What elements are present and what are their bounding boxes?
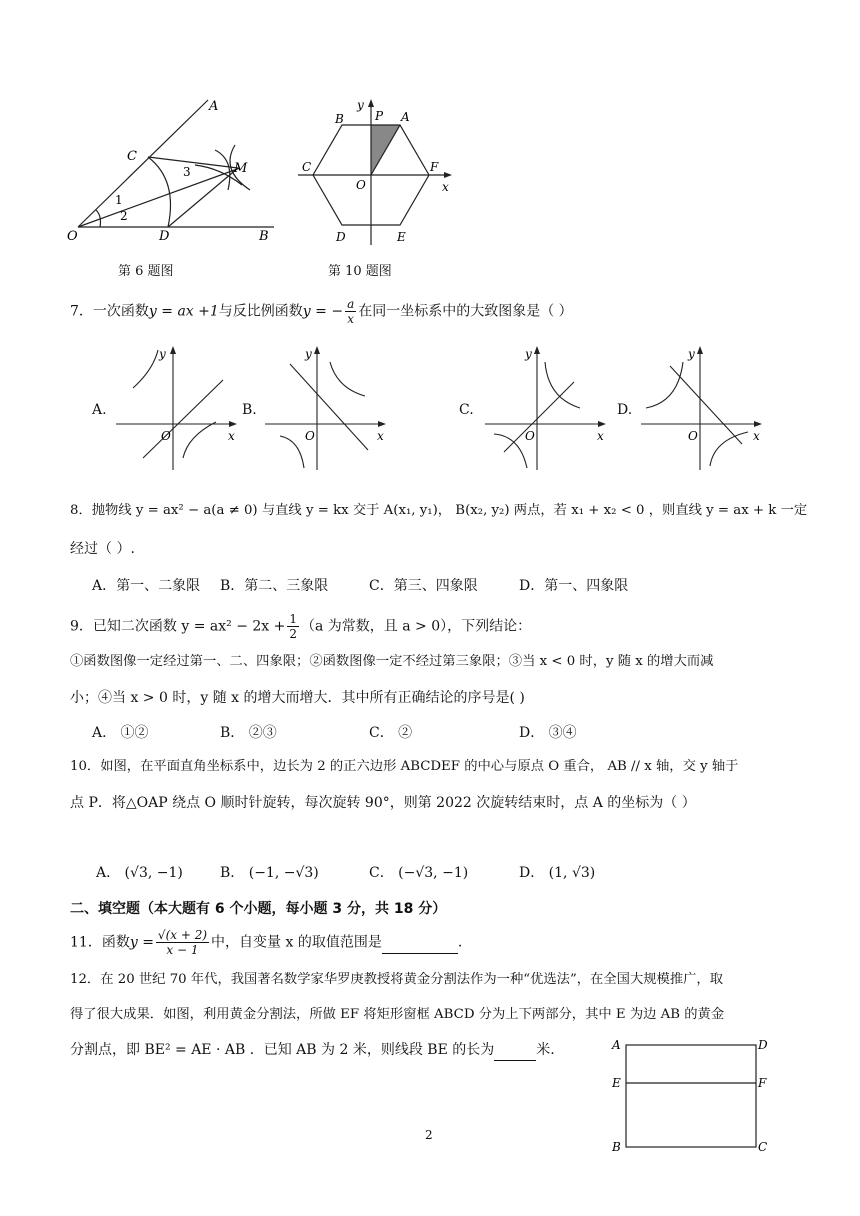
q7-frac-num: a	[347, 297, 355, 311]
q7c-axis-y: y	[525, 347, 532, 361]
question-8-line-2: 经过（ ）.	[70, 541, 135, 557]
fig6-angle-2: 2	[120, 209, 128, 223]
q9-pre: 9．已知二次函数 y = ax² − 2x +	[70, 618, 286, 635]
q9-fraction	[287, 612, 299, 641]
question-10-line-1: 10．如图，在平面直角坐标系中，边长为 2 的正六边形 ABCDEF 的中心与原点 O 重合， AB // x 轴，交 y 轴于	[70, 759, 739, 774]
q8-option-d[interactable]: D．第一、四象限	[519, 578, 629, 594]
q7-graph-a	[113, 340, 243, 475]
fig6-angle-3: 3	[183, 165, 191, 179]
fig6-label-M: M	[234, 161, 248, 176]
question-11	[70, 928, 800, 957]
fig10-label-B: B	[335, 112, 344, 126]
fig6-label-D: D	[159, 229, 170, 244]
q12-label-E: E	[612, 1076, 621, 1090]
q11-frac-den: x − 1	[166, 943, 199, 957]
fig6-label-A: A	[209, 99, 219, 114]
q7a-axis-x: x	[228, 429, 235, 443]
q11-frac-num: √(x + 2)	[157, 928, 208, 942]
q7b-axis-y: y	[305, 347, 312, 361]
fig10-label-D: D	[336, 230, 346, 244]
q10-option-c[interactable]: C． (−√3, −1)	[369, 865, 469, 881]
question-12-line-3	[70, 1040, 590, 1061]
fig10-label-E: E	[397, 230, 406, 244]
fig6-label-B: B	[259, 229, 269, 244]
q7-option-d-label[interactable]: D.	[617, 402, 633, 418]
q7-function-2-lhs: y = −	[302, 303, 344, 320]
q7d-origin: O	[688, 429, 698, 443]
q7a-origin: O	[161, 429, 171, 443]
fig10-caption: 第 10 题图	[328, 264, 392, 279]
q12-figure-window	[608, 1034, 778, 1159]
question-12-line-1: 12．在 20 世纪 70 年代，我国著名数学家华罗庚教授将黄金分割法作为一种“优选法”，在全国大规模推广，取	[70, 972, 724, 987]
fig10-label-A: A	[401, 110, 410, 124]
q7c-origin: O	[525, 429, 535, 443]
question-10-line-2: 点 P．将△OAP 绕点 O 顺时针旋转，每次旋转 90°，则第 2022 次旋转结束时，点 A 的坐标为（ ）	[70, 795, 696, 811]
q7-fraction	[345, 297, 356, 326]
fig10-label-P: P	[375, 109, 384, 123]
q12-label-B: B	[612, 1140, 621, 1154]
q7b-origin: O	[305, 429, 315, 443]
q7-frac-den: x	[347, 312, 355, 326]
figure-10	[290, 95, 465, 250]
fig10-label-y: y	[357, 98, 364, 112]
figure-6	[60, 90, 290, 250]
q7-option-b-label[interactable]: B.	[242, 402, 257, 418]
q9-frac-den: 2	[289, 627, 298, 641]
q12-label-F: F	[758, 1076, 767, 1090]
q7b-axis-x: x	[377, 429, 384, 443]
q7d-axis-y: y	[688, 347, 695, 361]
q12-line3-text: 分割点，即 BE² = AE · AB ．已知 AB 为 2 米，则线段 BE 的长为	[70, 1042, 495, 1058]
fig10-label-F: F	[430, 160, 439, 174]
q10-option-a[interactable]: A． (√3, −1)	[96, 865, 183, 881]
q9-option-c[interactable]: C． ②	[369, 725, 413, 741]
q7d-axis-x: x	[753, 429, 760, 443]
q8-option-a[interactable]: A．第一、二象限	[92, 578, 201, 594]
q11-lhs: y =	[129, 934, 154, 951]
fig6-angle-1: 1	[115, 193, 123, 207]
question-9-line-3: 小；④当 x > 0 时，y 随 x 的增大而增大．其中所有正确结论的序号是( )	[70, 690, 525, 706]
question-8-line-1: 8．抛物线 y = ax² − a(a ≠ 0) 与直线 y = kx 交于 A(x₁, y₁)， B(x₂, y₂) 两点，若 x₁ + x₂ < 0 ，则直线 y = ax + k 一定	[70, 503, 808, 518]
q7-text-post: 在同一坐标系中的大致图象是（ ）	[358, 303, 573, 320]
question-9-line-1	[70, 612, 800, 641]
q7-text-pre: 7．一次函数	[70, 303, 149, 320]
q7c-axis-x: x	[597, 429, 604, 443]
q7a-axis-y: y	[159, 347, 166, 361]
fig10-label-O: O	[356, 178, 366, 192]
q9-option-b[interactable]: B． ②③	[220, 725, 277, 741]
question-12-line-2: 得了很大成果．如图，利用黄金分割法，所做 EF 将矩形窗框 ABCD 分为上下两部分，其中 E 为边 AB 的黄金	[70, 1007, 725, 1022]
q12-answer-blank[interactable]	[494, 1040, 536, 1061]
q12-label-D: D	[758, 1038, 768, 1052]
q9-option-a[interactable]: A． ①②	[92, 725, 149, 741]
q8-option-b[interactable]: B．第二、三象限	[220, 578, 329, 594]
q11-answer-blank[interactable]	[382, 933, 458, 954]
section-2-heading: 二、填空题（本大题有 6 个小题，每小题 3 分，共 18 分）	[70, 901, 447, 917]
question-9-line-2: ①函数图像一定经过第一、二、四象限；②函数图像一定不经过第三象限；③当 x < 0 时，y 随 x 的增大而减	[70, 654, 714, 669]
page-number: 2	[425, 1128, 433, 1142]
q10-option-d[interactable]: D． (1, √3)	[519, 865, 596, 881]
q7-option-a-label[interactable]: A.	[92, 402, 107, 418]
q11-post: 中，自变量 x 的取值范围是	[211, 934, 382, 951]
q7-text-mid: 与反比例函数	[218, 303, 303, 320]
fig10-label-x: x	[442, 180, 449, 194]
question-7	[70, 297, 800, 326]
q9-frac-num: 1	[289, 612, 298, 626]
q7-graph-d	[638, 340, 768, 475]
q7-option-c-label[interactable]: C.	[459, 402, 474, 418]
fig6-label-O: O	[67, 229, 78, 244]
q7-graph-c	[482, 340, 612, 475]
fig10-label-C: C	[302, 160, 312, 174]
q10-option-b[interactable]: B． (−1, −√3)	[220, 865, 319, 881]
q7-function-1: y = ax +1	[148, 303, 219, 320]
q12-label-A: A	[612, 1038, 621, 1052]
q8-option-c[interactable]: C．第三、四象限	[369, 578, 478, 594]
q11-end: .	[457, 934, 463, 951]
q11-pre: 11．函数	[70, 934, 130, 951]
q9-post: （a 为常数，且 a > 0），下列结论：	[301, 618, 532, 635]
q7-graph-b	[262, 340, 392, 475]
q12-label-C: C	[758, 1140, 768, 1154]
q9-option-d[interactable]: D． ③④	[519, 725, 577, 741]
fig6-caption: 第 6 题图	[118, 264, 174, 279]
q12-line3-end: 米.	[536, 1042, 555, 1058]
q11-fraction	[156, 928, 209, 957]
fig6-label-C: C	[127, 149, 137, 164]
